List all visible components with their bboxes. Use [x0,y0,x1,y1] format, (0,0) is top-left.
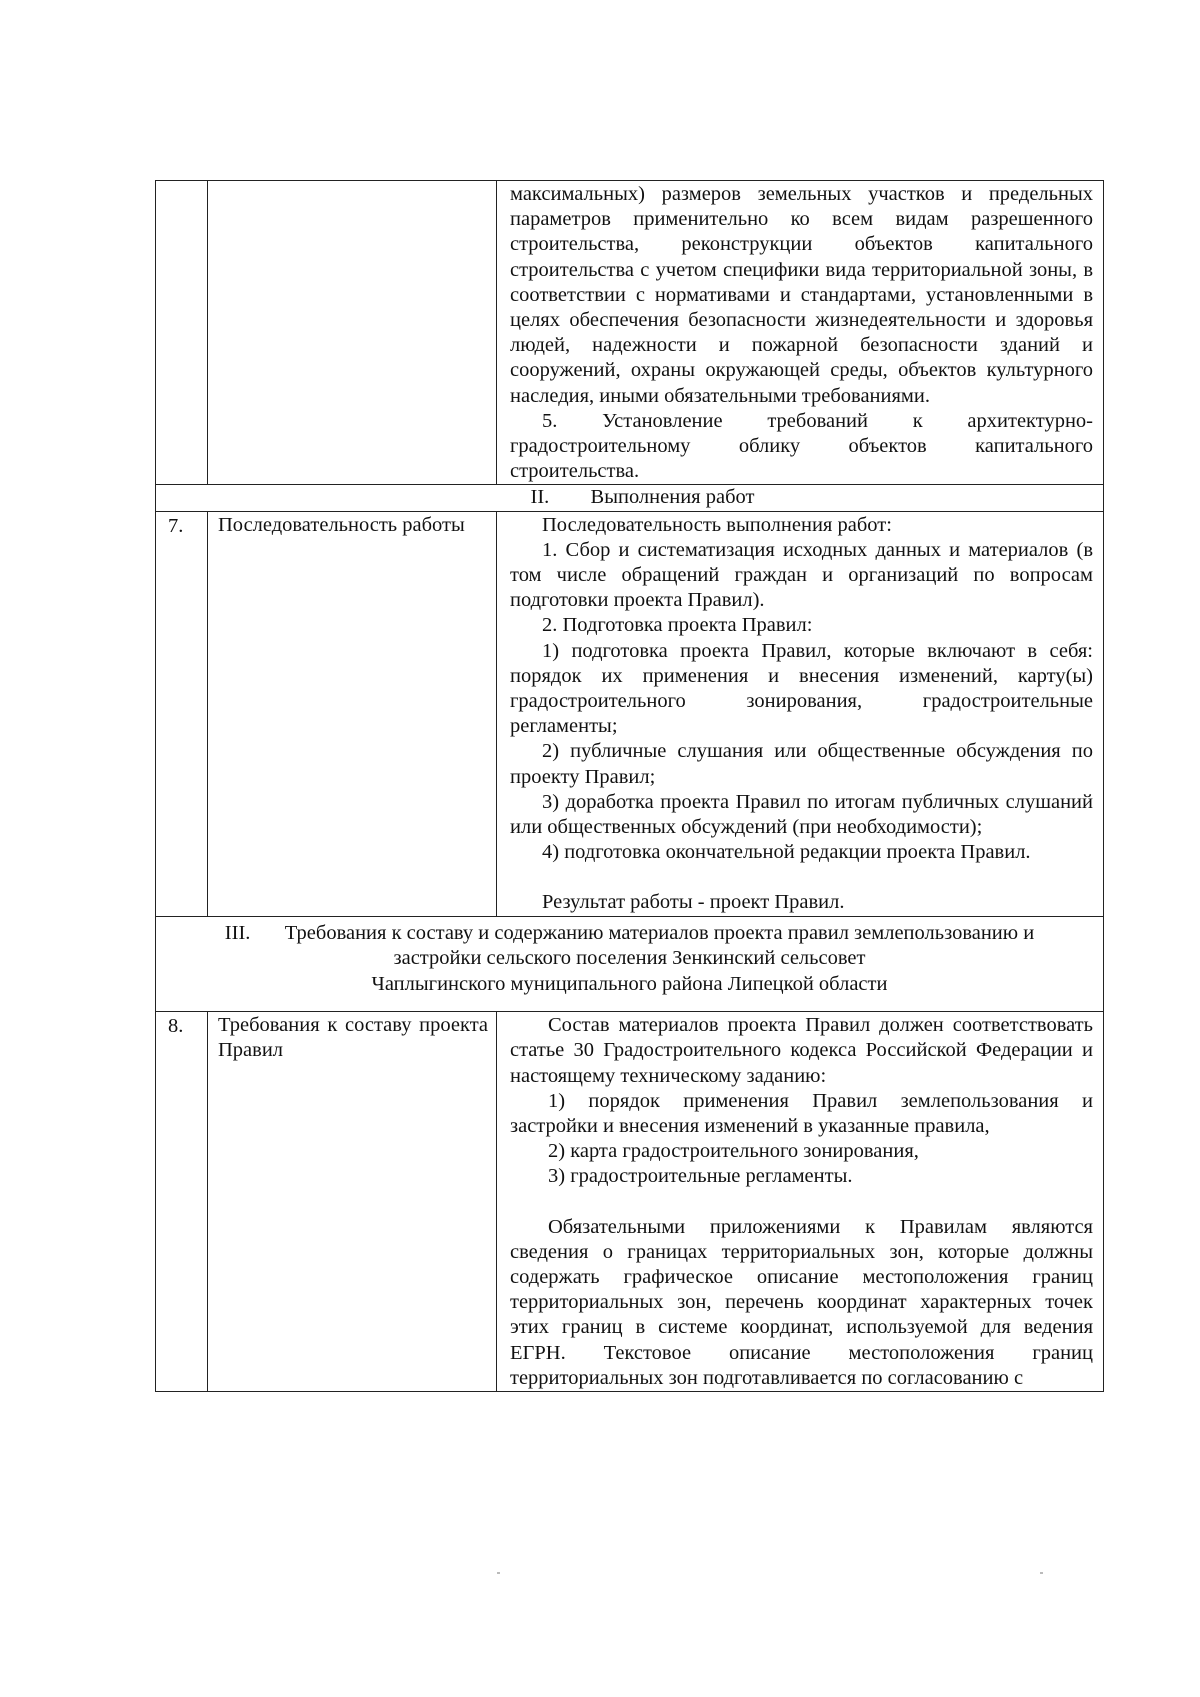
blank-line [510,1190,1093,1215]
paragraph: 3) градостроительные регламенты. [548,1165,853,1188]
paragraph: 5. Установление требований к архитектурно-градостроительному облику объектов капитального строительства. [510,409,1093,483]
table-row [156,1012,1104,1392]
section-heading [156,485,1104,511]
paragraph: Состав материалов проекта Правил должен соответствовать статье 30 Градостроительного кодекса Российской Федерации и настоящему техническому заданию: [510,1014,1093,1087]
section-heading-row [156,916,1104,1012]
scan-speck [497,1572,500,1574]
section-title-line: Требования к составу и содержанию материалов проекта правил землепользованию и [284,921,1035,944]
table-row [156,511,1104,916]
number-cell [156,181,208,485]
section-heading-row [156,485,1104,511]
row-number: 7. [156,511,208,916]
row-label: Требования к составу проекта Правил [208,1012,497,1392]
paragraph: максимальных) размеров земельных участков и предельных параметров применительно ко всем видам разрешенного строительства, реконструкции объектов капитального строительства с учетом специфики вида территориальной зоны, в соответствии с нормативами и стандартами, установленными в целях обеспечения безопасности жизнедеятельности и здоровья людей, надежности и пожарной безопасности зданий и сооружений, охраны окружающей среды, объектов культурного наследия, иными обязательными требованиями. [510,183,1093,407]
paragraph: 1) подготовка проекта Правил, которые включают в себя: порядок их применения и внесения изменений, карту(ы) градостроительного зонирования, градостроительные регламенты; [510,639,1093,738]
section-title-line: застройки сельского поселения Зенкинский сельсовет [393,947,866,970]
scan-speck [1040,1572,1043,1574]
table-row [156,181,1104,485]
paragraph: 4) подготовка окончательной редакции проекта Правил. [542,841,1031,864]
paragraph: 2. Подготовка проекта Правил: [542,614,813,637]
paragraph: 3) доработка проекта Правил по итогам публичных слушаний или общественных обсуждений (при необходимости); [510,790,1093,839]
paragraph: 1) порядок применения Правил землепользования и застройки и внесения изменений в указанные правила, [510,1089,1093,1137]
section-number: III. [224,921,251,944]
blank-line [510,865,1093,890]
content-cell [497,1012,1104,1392]
section-title: Выполнения работ [590,486,755,509]
paragraph: 1. Сбор и систематизация исходных данных и материалов (в том числе обращений граждан и организаций по вопросам подготовки проекта Правил). [510,538,1093,612]
label-cell [208,181,497,485]
section-heading [156,916,1104,1012]
paragraph: 2) карта градостроительного зонирования, [548,1140,919,1163]
paragraph: Последовательность выполнения работ: [542,513,892,536]
row-number: 8. [156,1012,208,1392]
content-cell [497,181,1104,485]
section-number: II. [530,486,550,509]
terms-of-reference-table [155,180,1104,1392]
result-paragraph: Результат работы - проект Правил. [542,891,845,914]
content-cell [497,511,1104,916]
section-title-line: Чаплыгинского муниципального района Липецкой области [371,972,888,995]
row-label: Последовательность работы [208,511,497,916]
paragraph: 2) публичные слушания или общественные обсуждения по проекту Правил; [510,740,1093,788]
paragraph: Обязательными приложениями к Правилам являются сведения о границах территориальных зон, которые должны содержать графическое описание местоположения границ территориальных зон, перечень координат характерных точек этих границ в системе координат, используемой для ведения ЕГРН. Текстовое описание местоположения границ территориальных зон подготавливается по согласованию с [510,1215,1093,1389]
